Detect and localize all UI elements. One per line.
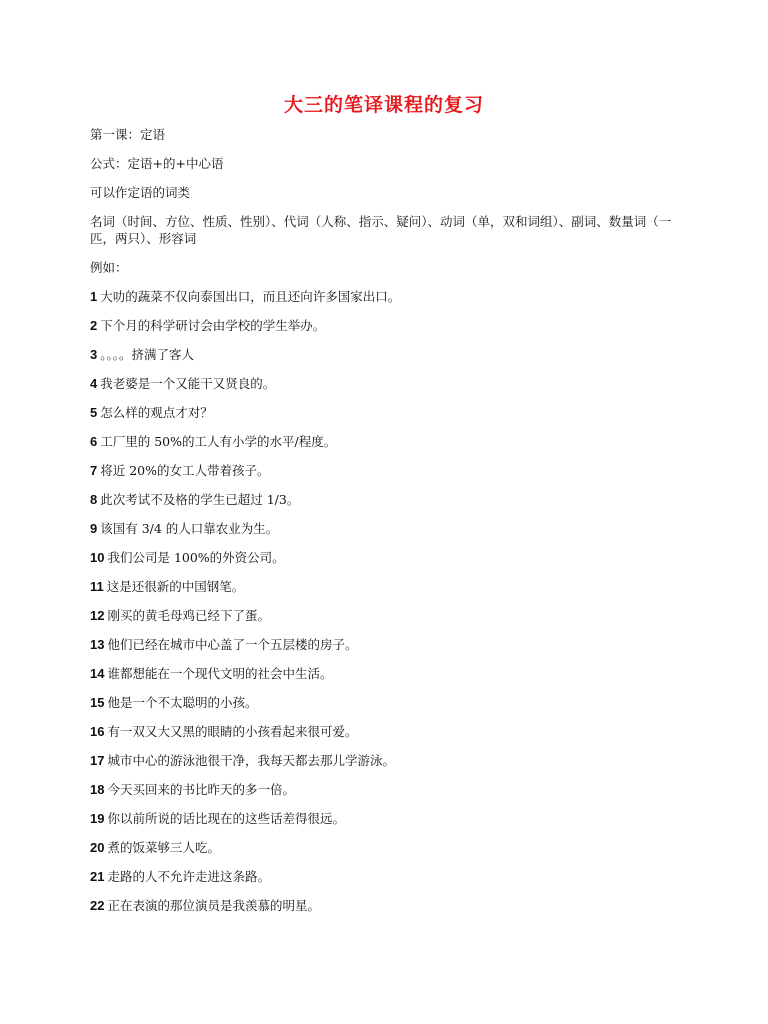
example-text: 此次考试不及格的学生已超过 1/3。 (100, 492, 300, 507)
example-number: 18 (90, 782, 105, 797)
example-text: 煮的饭菜够三人吃。 (107, 840, 220, 855)
example-number: 17 (90, 753, 105, 768)
lesson-heading: 第一课：定语 (90, 127, 166, 142)
example-item (90, 317, 690, 346)
example-text: 。。。。挤满了客人 (100, 347, 194, 362)
example-number: 15 (90, 695, 105, 710)
example-number: 10 (90, 550, 105, 565)
example-list (90, 288, 690, 926)
example-text: 将近 20%的女工人带着孩子。 (100, 463, 270, 478)
example-item (90, 404, 690, 433)
example-number: 21 (90, 869, 105, 884)
example-text: 刚买的黄毛母鸡已经下了蛋。 (107, 608, 270, 623)
example-number: 11 (90, 579, 104, 594)
example-item (90, 781, 690, 810)
example-number: 13 (90, 637, 105, 652)
example-text: 谁都想能在一个现代文明的社会中生活。 (107, 666, 333, 681)
example-number: 2 (90, 318, 98, 333)
example-item (90, 636, 690, 665)
example-item (90, 549, 690, 578)
example-item (90, 810, 690, 839)
example-number: 3 (90, 347, 98, 362)
example-number: 6 (90, 434, 98, 449)
example-number: 16 (90, 724, 105, 739)
example-item (90, 288, 690, 317)
example-item (90, 578, 690, 607)
example-text: 他们已经在城市中心盖了一个五层楼的房子。 (107, 637, 358, 652)
example-item (90, 607, 690, 636)
example-text: 我老婆是一个又能干又贤良的。 (100, 376, 276, 391)
example-text: 该国有 3/4 的人口靠农业为生。 (100, 521, 279, 536)
example-item (90, 520, 690, 549)
example-number: 20 (90, 840, 105, 855)
example-text: 正在表演的那位演员是我羡慕的明星。 (107, 898, 320, 913)
example-text: 怎么样的观点才对？ (100, 405, 213, 420)
example-text: 我们公司是 100%的外资公司。 (107, 550, 285, 565)
example-item (90, 723, 690, 752)
example-number: 5 (90, 405, 98, 420)
example-item (90, 433, 690, 462)
example-number: 19 (90, 811, 105, 826)
example-text: 今天买回来的书比昨天的多一倍。 (107, 782, 295, 797)
example-item (90, 665, 690, 694)
example-number: 12 (90, 608, 105, 623)
document-body (90, 126, 690, 926)
example-text: 城市中心的游泳池很干净，我每天都去那儿学游泳。 (107, 753, 395, 768)
example-number: 8 (90, 492, 98, 507)
example-item (90, 462, 690, 491)
document-title: 大三的笔译课程的复习 (283, 94, 484, 116)
example-item (90, 346, 690, 375)
example-item (90, 897, 690, 926)
example-item (90, 839, 690, 868)
formula-line: 公式：定语+的+中心语 (90, 156, 224, 171)
example-number: 9 (90, 521, 98, 536)
word-classes-heading: 可以作定语的词类 (90, 185, 191, 200)
example-number: 7 (90, 463, 98, 478)
example-number: 4 (90, 376, 98, 391)
examples-label: 例如： (90, 260, 128, 275)
example-text: 他是一个不太聪明的小孩。 (107, 695, 258, 710)
example-text: 这是还很新的中国钢笔。 (106, 579, 245, 594)
example-text: 你以前所说的话比现在的这些话差得很远。 (107, 811, 345, 826)
example-text: 走路的人不允许走进这条路。 (107, 869, 270, 884)
example-item (90, 375, 690, 404)
example-item (90, 868, 690, 897)
example-text: 工厂里的 50%的工人有小学的水平/程度。 (100, 434, 337, 449)
word-classes-text: 名词（时间、方位、性质、性别）、代词（人称、指示、疑问）、动词（单，双和词组）、副词、数量词（一匹，两只）、形容词 (90, 214, 672, 246)
example-number: 22 (90, 898, 105, 913)
example-item (90, 752, 690, 781)
example-text: 大叻的蔬菜不仅向泰国出口，而且还向许多国家出口。 (100, 289, 401, 304)
example-text: 有一双又大又黑的眼睛的小孩看起来很可爱。 (107, 724, 358, 739)
example-number: 1 (90, 289, 98, 304)
example-item (90, 491, 690, 520)
example-item (90, 694, 690, 723)
example-number: 14 (90, 666, 105, 681)
example-text: 下个月的科学研讨会由学校的学生举办。 (100, 318, 326, 333)
